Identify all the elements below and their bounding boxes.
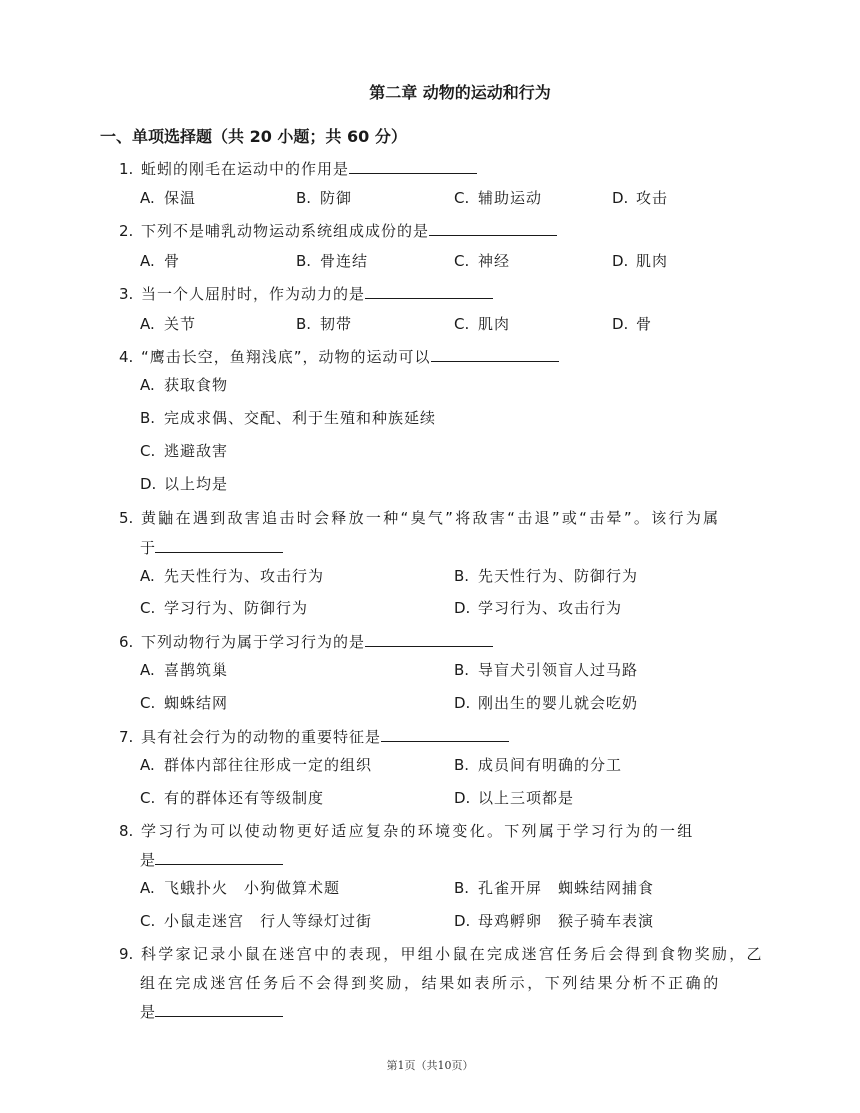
answer-blank: [365, 283, 493, 299]
option-b: B. 韧带: [296, 315, 353, 333]
option-a: A. 喜鹊筑巢: [140, 661, 229, 679]
option-c: C. 小鼠走迷宫 行人等绿灯过街: [140, 912, 373, 930]
option-d: D. 攻击: [612, 189, 669, 207]
option-b: B. 完成求偶、交配、利于生殖和种族延续: [140, 409, 437, 427]
question-number: 2.: [119, 222, 134, 240]
option-b: B. 成员间有明确的分工: [454, 756, 623, 774]
chapter-title: 第二章 动物的运动和行为: [369, 83, 551, 102]
question-9-line-3: 是: [140, 1001, 283, 1022]
option-c: C. 肌肉: [454, 315, 511, 333]
option-c: C. 辅助运动: [454, 189, 543, 207]
option-a: A. 关节: [140, 315, 197, 333]
option-d: D. 肌肉: [612, 252, 669, 270]
question-4: [119, 346, 559, 367]
question-5-continuation: 于: [140, 537, 283, 558]
question-number: 5.: [119, 509, 134, 527]
question-3: [119, 283, 493, 304]
answer-blank: [155, 537, 283, 553]
option-b: B. 导盲犬引领盲人过马路: [454, 661, 639, 679]
option-d: D. 刚出生的婴儿就会吃奶: [454, 694, 639, 712]
answer-blank: [365, 631, 493, 647]
option-d: D. 学习行为、攻击行为: [454, 599, 623, 617]
answer-blank: [429, 220, 557, 236]
question-8-continuation: 是: [140, 849, 283, 870]
question-text: 下列动物行为属于学习行为的是: [141, 633, 366, 651]
question-text: 学习行为可以使动物更好适应复杂的环境变化。下列属于学习行为的一组: [141, 822, 695, 840]
question-text: 当一个人屈肘时，作为动力的是: [141, 285, 366, 303]
question-number: 1.: [119, 160, 134, 178]
question-6: [119, 631, 493, 652]
option-a: A. 先天性行为、攻击行为: [140, 567, 325, 585]
question-9: [119, 943, 764, 964]
question-1: [119, 158, 477, 179]
option-c: C. 蜘蛛结网: [140, 694, 229, 712]
question-5: [119, 507, 720, 528]
section-heading: 一、单项选择题（共 20 小题；共 60 分）: [100, 127, 407, 146]
option-b: B. 防御: [296, 189, 353, 207]
question-text: “鹰击长空，鱼翔浅底”，动物的运动可以: [141, 348, 431, 366]
question-text: 具有社会行为的动物的重要特征是: [141, 728, 382, 746]
option-b: B. 孔雀开屏 蜘蛛结网捕食: [454, 879, 655, 897]
option-a: A. 保温: [140, 189, 197, 207]
option-a: A. 群体内部往往形成一定的组织: [140, 756, 373, 774]
answer-blank: [431, 346, 559, 362]
question-number: 4.: [119, 348, 134, 366]
question-number: 3.: [119, 285, 134, 303]
option-a: A. 飞蛾扑火 小狗做算术题: [140, 879, 341, 897]
answer-blank: [381, 726, 509, 742]
question-text: 科学家记录小鼠在迷宫中的表现，甲组小鼠在完成迷宫任务后会得到食物奖励，乙: [141, 945, 764, 963]
question-number: 7.: [119, 728, 134, 746]
option-a: A. 骨: [140, 252, 181, 270]
question-text: 下列不是哺乳动物运动系统组成成份的是: [141, 222, 430, 240]
option-c: C. 有的群体还有等级制度: [140, 789, 325, 807]
question-8: [119, 820, 695, 841]
question-number: 9.: [119, 945, 134, 963]
question-number: 6.: [119, 633, 134, 651]
option-d: D. 以上三项都是: [454, 789, 575, 807]
question-7: [119, 726, 509, 747]
answer-blank: [155, 849, 283, 865]
question-text: 黄鼬在遇到敌害追击时会释放一种“臭气”将敌害“击退”或“击晕”。该行为属: [141, 509, 721, 527]
question-number: 8.: [119, 822, 134, 840]
page-footer: 第1页（共10页）: [386, 1059, 474, 1072]
answer-blank: [349, 158, 477, 174]
option-c: C. 神经: [454, 252, 511, 270]
option-b: B. 先天性行为、防御行为: [454, 567, 639, 585]
option-c: C. 逃避敌害: [140, 442, 229, 460]
option-c: C. 学习行为、防御行为: [140, 599, 309, 617]
question-2: [119, 220, 557, 241]
option-d: D. 以上均是: [140, 475, 229, 493]
answer-blank: [155, 1001, 283, 1017]
option-d: D. 骨: [612, 315, 653, 333]
question-9-line-2: 组在完成迷宫任务后不会得到奖励，结果如表所示，下列结果分析不正确的: [140, 974, 721, 992]
option-b: B. 骨连结: [296, 252, 369, 270]
option-a: A. 获取食物: [140, 376, 229, 394]
option-d: D. 母鸡孵卵 猴子骑车表演: [454, 912, 655, 930]
question-text: 蚯蚓的刚毛在运动中的作用是: [141, 160, 350, 178]
